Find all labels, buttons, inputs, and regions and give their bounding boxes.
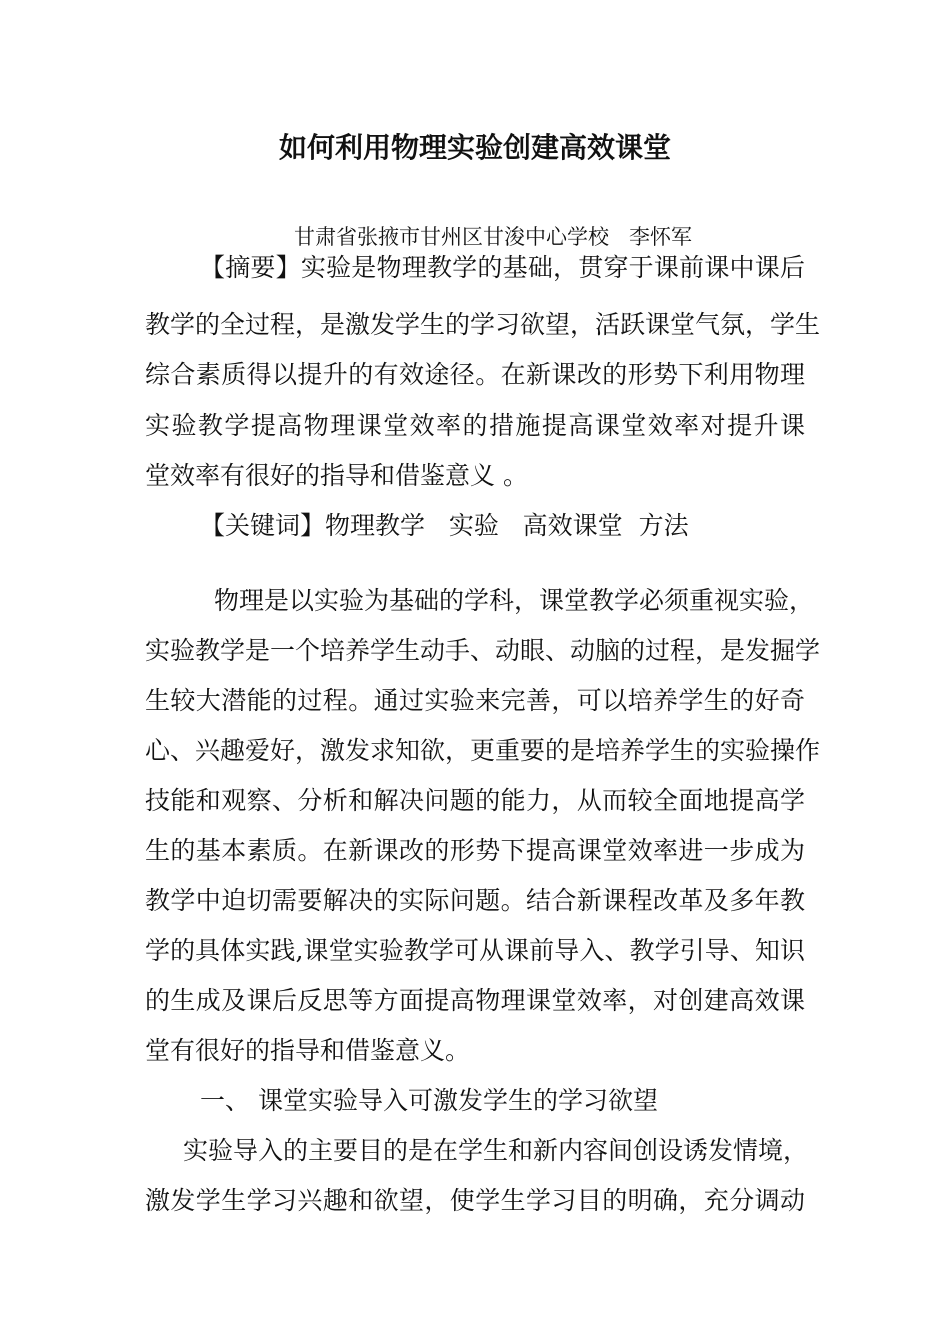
- author-line: 甘肃省张掖市甘州区甘浚中心学校 李怀军: [294, 225, 693, 249]
- abstract-line: 实验教学提高物理课堂效率的措施提高课堂效率对提升课: [145, 411, 805, 440]
- body-line: 技能和观察、分析和解决问题的能力，从而较全面地提高学: [145, 786, 805, 815]
- body-line: 生的基本素质。在新课改的形势下提高课堂效率进一步成为: [145, 836, 805, 865]
- document-title: 如何利用物理实验创建高效课堂: [278, 131, 671, 164]
- body-line: 物理是以实验为基础的学科，课堂教学必须重视实验，: [214, 586, 815, 615]
- section-body-line: 激发学生学习兴趣和欲望，使学生学习目的明确，充分调动: [145, 1186, 805, 1215]
- keywords-line: 【关键词】物理教学 实验 高效课堂 方法: [200, 511, 689, 540]
- body-line: 生较大潜能的过程。通过实验来完善，可以培养学生的好奇: [145, 686, 805, 715]
- body-line: 堂有很好的指导和借鉴意义。: [145, 1036, 471, 1065]
- section-body-line: 实验导入的主要目的是在学生和新内容间创设诱发情境，: [183, 1136, 809, 1165]
- body-line: 实验教学是一个培养学生动手、动眼、动脑的过程，是发掘学: [145, 636, 821, 665]
- body-line: 心、兴趣爱好，激发求知欲，更重要的是培养学生的实验操作: [145, 736, 821, 765]
- abstract-line: 【摘要】实验是物理教学的基础，贯穿于课前课中课后: [200, 253, 805, 282]
- body-line: 的生成及课后反思等方面提高物理课堂效率，对创建高效课: [145, 986, 805, 1015]
- section-heading: 一、 课堂实验导入可激发学生的学习欲望: [200, 1086, 658, 1115]
- abstract-line: 综合素质得以提升的有效途径。在新课改的形势下利用物理: [145, 360, 805, 389]
- abstract-line: 堂效率有很好的指导和借鉴意义 。: [145, 461, 528, 490]
- abstract-line: 教学的全过程，是激发学生的学习欲望，活跃课堂气氛，学生: [145, 310, 821, 339]
- body-line: 学的具体实践,课堂实验教学可从课前导入、教学引导、知识: [145, 936, 805, 965]
- body-line: 教学中迫切需要解决的实际问题。结合新课程改革及多年教: [145, 886, 805, 915]
